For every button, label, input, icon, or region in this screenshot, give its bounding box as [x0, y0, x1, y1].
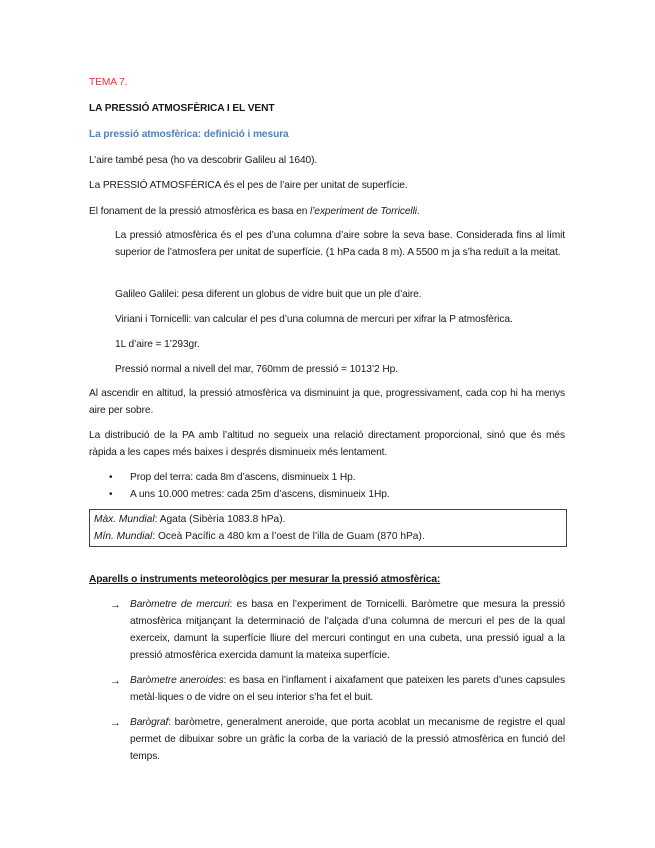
bullet-dot-2: •: [109, 489, 113, 500]
torricelli-italic: l’experiment de Torricelli: [310, 206, 417, 217]
instrument-name: Barògraf: [130, 717, 169, 728]
instrument-description: : baròmetre, generalment aneroide, que porta acoblat un mecanisme de registre el qual permet de dibuixar sobre un gràfic la corba de la variació de la pressió atmosfèrica en funció del temps.: [130, 717, 565, 762]
section-subtitle: La pressió atmosfèrica: definició i mesura: [89, 129, 289, 140]
indented-paragraph-litre: 1L d’aire = 1’293gr.: [115, 339, 200, 350]
arrow-icon: →: [110, 717, 121, 729]
indented-paragraph-columna: La pressió atmosfèrica és el pes d’una columna d’aire sobre la seva base. Considerada fins al límit superior de l’atmosfera per unitat de superfície. (1 hPa cada 8 m). A 5500 m ja s’ha reduït a la meitat.: [115, 230, 565, 258]
indented-paragraph-viriani: Viriani i Tornicelli: van calcular el pes d’una columna de mercuri per xifrar la P atmosfèrica.: [115, 314, 513, 325]
arrow-icon: →: [110, 599, 121, 611]
instrument-description: : es basa en l’experiment de Tornicelli. Baròmetre que mesura la pressió atmosfèrica mitjançant la determinació de l’alçada d’una columna de mercuri el pes de la qual exerceix, damunt la superfície lliure del mercuri contingut en una cubeta, una pressió igual a la pressió atmosfèrica exercida damunt la mateixa superfície.: [130, 599, 565, 661]
instruments-heading: Aparells o instruments meteorològics per mesurar la pressió atmosfèrica:: [89, 574, 441, 585]
tema-label: TEMA 7.: [89, 77, 128, 88]
fonament-end: .: [416, 206, 420, 217]
bullet-dot-1: •: [109, 472, 113, 483]
paragraph-definicio: La PRESSIÓ ATMOSFÈRICA és el pes de l’aire per unitat de superfície.: [89, 180, 408, 191]
min-text: : Oceà Pacífic a 480 km a l’oest de l’illa de Guam (870 hPa).: [152, 531, 425, 542]
indented-paragraph-pressio-normal: Pressió normal a nivell del mar, 760mm de pressió = 1013’2 Hp.: [115, 364, 398, 375]
indented-paragraph-galileo: Galileo Galilei: pesa diferent un globus de vidre buit que un ple d’aire.: [115, 289, 422, 300]
paragraph-fonament: [89, 203, 420, 220]
max-record: [94, 511, 285, 528]
min-label: Mín. Mundial: [94, 531, 153, 542]
bullet-item-2: A uns 10.000 metres: cada 25m d’ascens, disminueix 1Hp.: [130, 489, 390, 500]
paragraph-distribucio: La distribució de la PA amb l’altitud no segueix una relació directament proporcional, sinó que és més ràpida a les capes més baixes i després disminueix més lentament.: [89, 430, 565, 458]
instrument-item-barograf: [130, 714, 565, 765]
arrow-icon: →: [110, 675, 121, 687]
paragraph-altitud: Al ascendir en altitud, la pressió atmosfèrica va disminuint ja que, progressivament, cada cop hi ha menys aire per sobre.: [89, 388, 565, 416]
instrument-name: Baròmetre aneroides: [130, 675, 224, 686]
records-box: [89, 509, 567, 547]
min-record: [94, 528, 425, 545]
instrument-description: : es basa en l’inflament i aixafament que pateixen les parets d’unes capsules metàl·liques o de vidre on el seu interior s’ha fet el buit.: [130, 675, 565, 703]
max-label: Màx. Mundial: [94, 514, 155, 525]
document-title: LA PRESSIÓ ATMOSFÈRICA I EL VENT: [89, 103, 275, 114]
instrument-item-mercuri: [130, 596, 565, 664]
fonament-text: El fonament de la pressió atmosfèrica es basa en: [89, 206, 311, 217]
paragraph-aire-pesa: L’aire també pesa (ho va descobrir Galileu al 1640).: [89, 155, 318, 166]
instrument-name: Baròmetre de mercuri: [130, 599, 230, 610]
max-text: : Agata (Sibèria 1083.8 hPa).: [154, 514, 286, 525]
bullet-item-1: Prop del terra: cada 8m d’ascens, disminueix 1 Hp.: [130, 472, 356, 483]
instrument-item-aneroides: [130, 672, 565, 706]
